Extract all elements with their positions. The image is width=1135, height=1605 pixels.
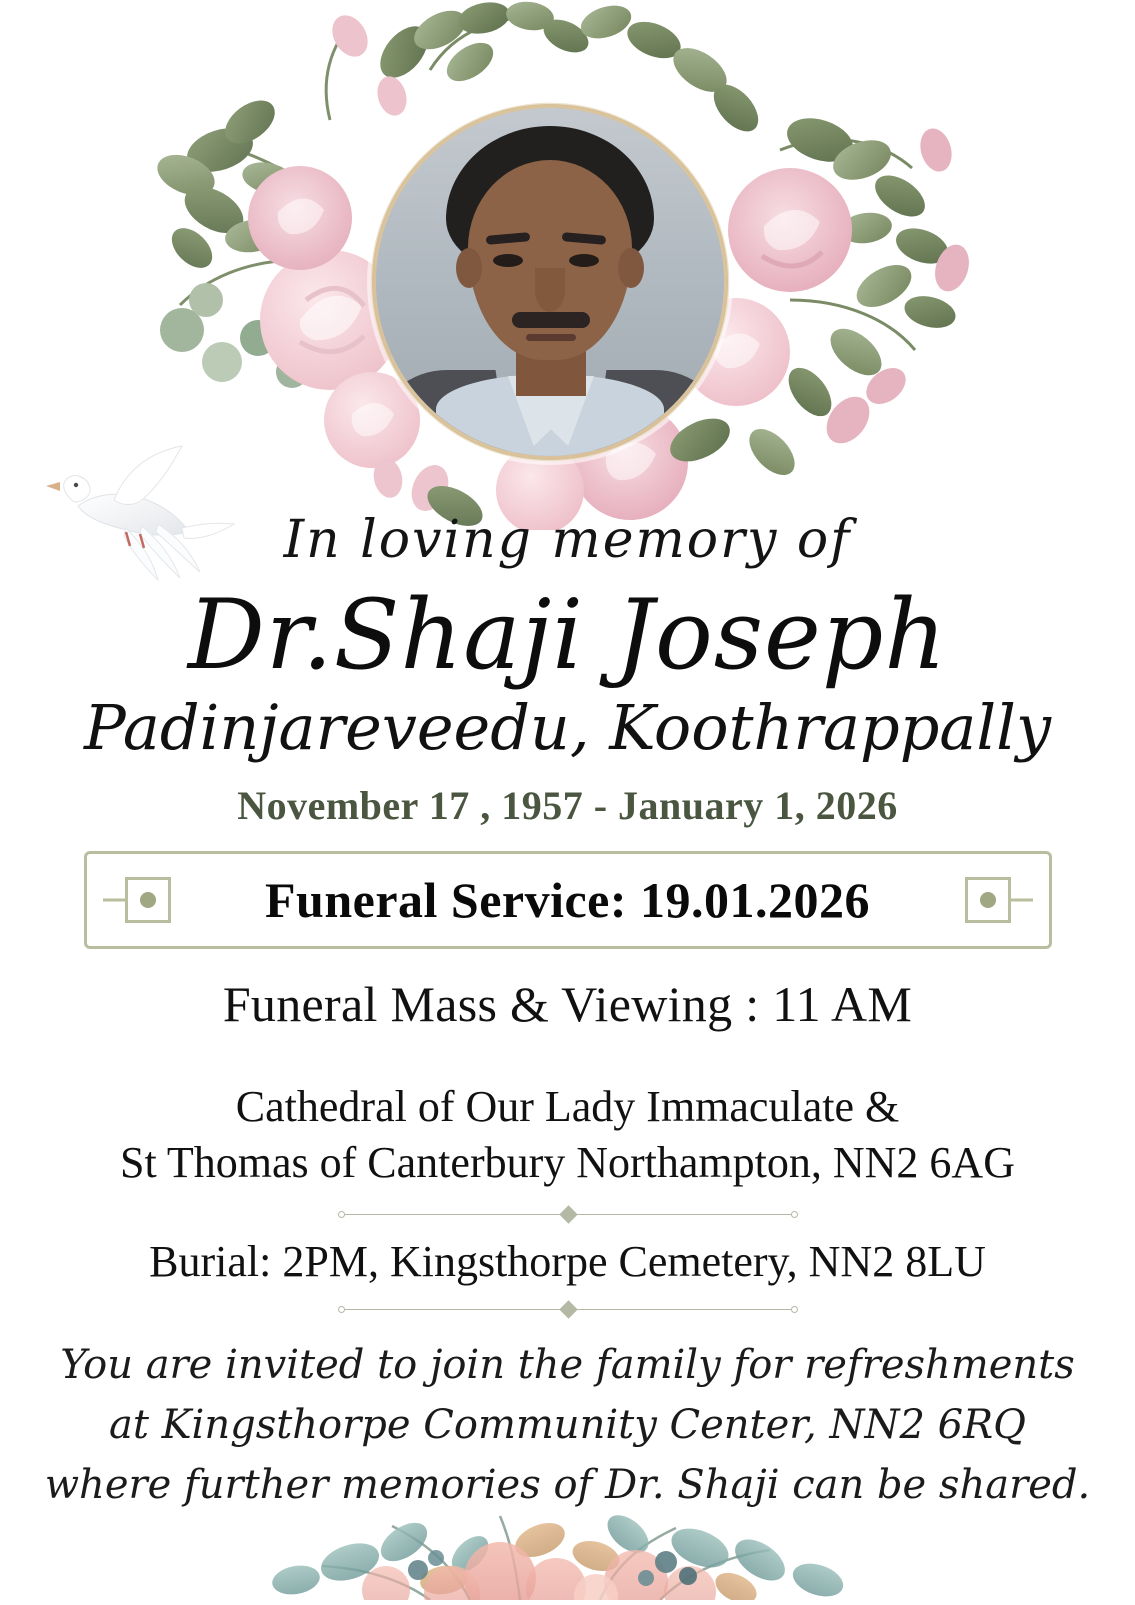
- funeral-service-banner: [84, 851, 1052, 949]
- burial-line: Burial: 2PM, Kingsthorpe Cemetery, NN2 8LU: [149, 1236, 986, 1286]
- portrait-ear-right: [618, 248, 644, 288]
- banner-ornament-left: [125, 877, 171, 923]
- invite-line-2: at Kingsthorpe Community Center, NN2 6RQ: [109, 1401, 1026, 1448]
- divider-top: [338, 1204, 798, 1226]
- divider-diamond: [559, 1205, 577, 1223]
- portrait-eye-left: [493, 254, 523, 267]
- portrait-moustache: [512, 312, 590, 328]
- portrait-nose: [535, 268, 565, 312]
- divider-diamond: [559, 1300, 577, 1318]
- divider-bottom: [338, 1299, 798, 1321]
- banner-tick-right: [1011, 899, 1033, 902]
- divider-dot-right: [791, 1306, 798, 1313]
- in-loving-memory-line: In loving memory of: [283, 510, 852, 570]
- divider-dot-left: [338, 1306, 345, 1313]
- portrait-mouth: [526, 334, 576, 341]
- portrait-ear-left: [456, 248, 482, 288]
- portrait-eye-right: [569, 254, 599, 267]
- floral-bouquet-bottom: [0, 1430, 1135, 1600]
- banner-ornament-right: [965, 877, 1011, 923]
- venue-line-2: St Thomas of Canterbury Northampton, NN2 6AG: [120, 1138, 1015, 1188]
- divider-dot-right: [791, 1211, 798, 1218]
- banner-tick-left: [103, 899, 125, 902]
- venue-line-1: Cathedral of Our Lady Immaculate &: [235, 1082, 900, 1132]
- mass-viewing-time: Funeral Mass & Viewing : 11 AM: [222, 976, 913, 1033]
- deceased-name: Dr.Shaji Joseph: [187, 579, 948, 692]
- invite-line-1: You are invited to join the family for refreshments: [60, 1341, 1075, 1388]
- invite-line-3: where further memories of Dr. Shaji can be shared.: [44, 1461, 1091, 1508]
- divider-dot-left: [338, 1211, 345, 1218]
- floral-bouquet-bottom-svg: [0, 1430, 1135, 1600]
- deceased-place: Padinjareveedu, Koothrappally: [83, 690, 1052, 764]
- portrait-photo: [376, 108, 724, 456]
- memorial-text-block: [0, 512, 1135, 1515]
- funeral-service-date: Funeral Service: 19.01.2026: [264, 872, 871, 929]
- venue-block: [0, 1079, 1135, 1192]
- life-dates: November 17 , 1957 - January 1, 2026: [237, 783, 898, 829]
